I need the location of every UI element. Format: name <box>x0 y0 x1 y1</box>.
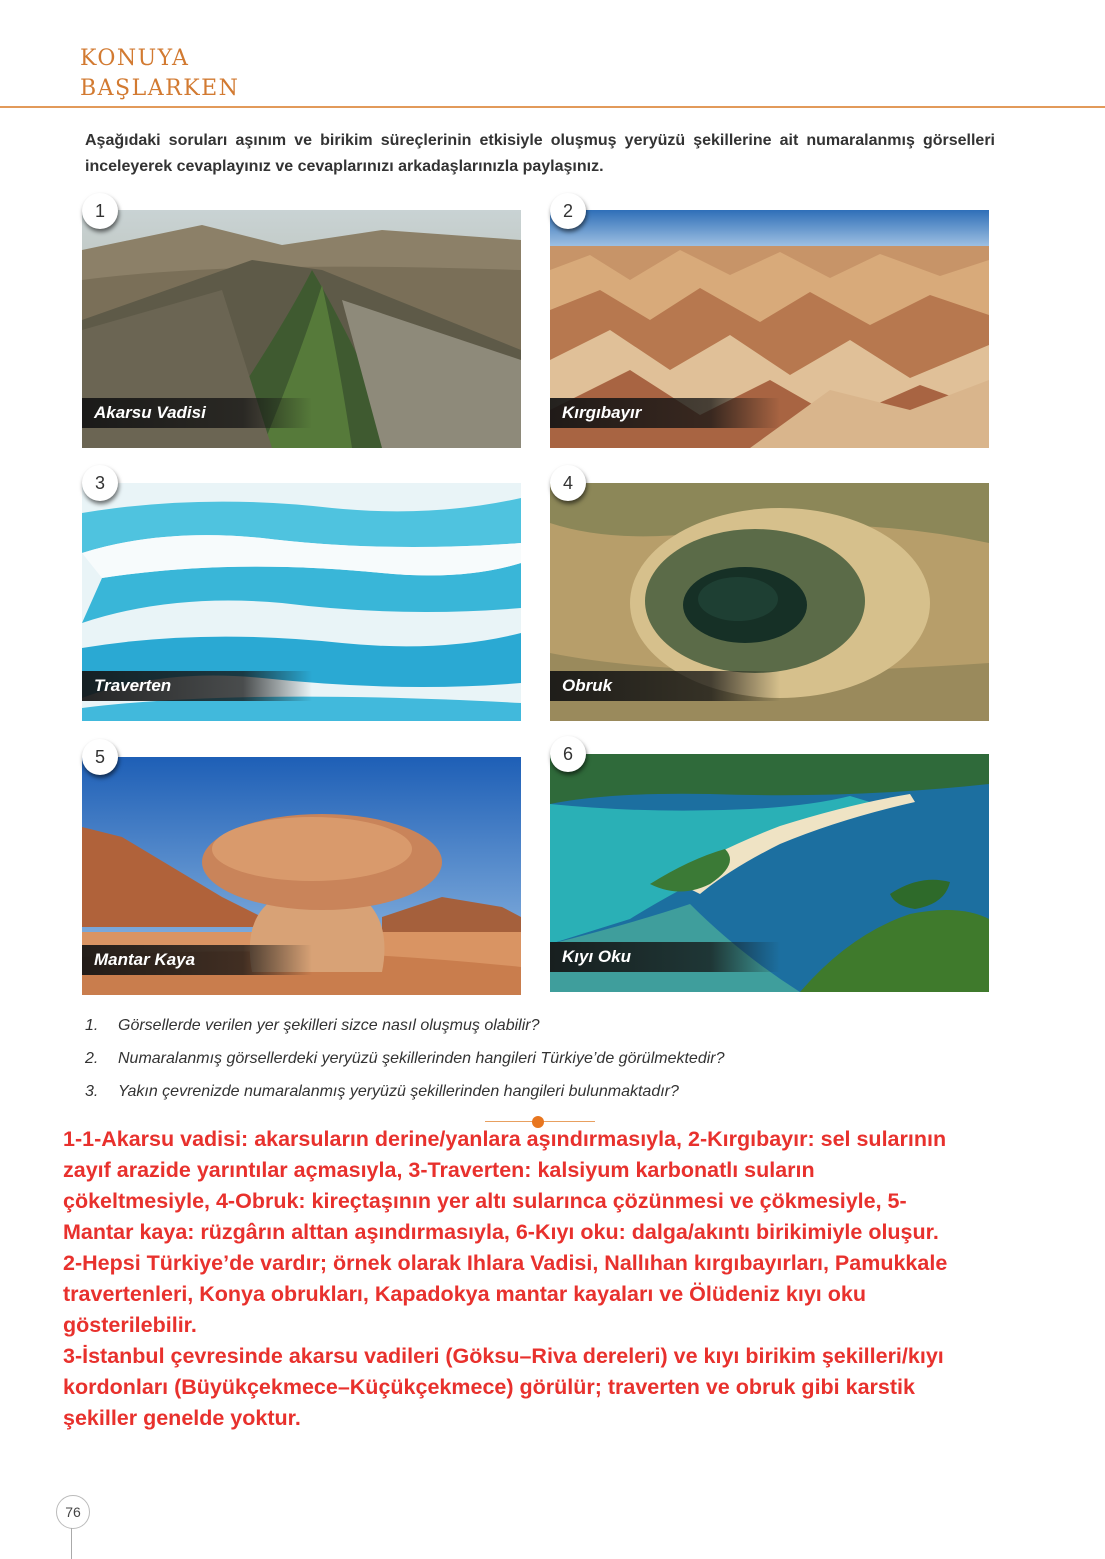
image-spit <box>550 754 989 992</box>
question-item <box>85 1013 985 1046</box>
answer-line: zayıf arazide yarıntılar açmasıyla, 3-Traverten: kalsiyum karbonatlı suların <box>63 1158 815 1182</box>
header-divider <box>0 106 1105 108</box>
caption-mushroom-rock: Mantar Kaya <box>82 945 312 975</box>
page-number: 76 <box>56 1495 90 1529</box>
badge-3: 3 <box>82 465 118 501</box>
image-travertine <box>82 483 521 721</box>
image-valley <box>82 210 521 448</box>
image-sinkhole <box>550 483 989 721</box>
answer-line: gösterilebilir. <box>63 1313 197 1337</box>
badge-2: 2 <box>550 193 586 229</box>
answer-line: travertenleri, Konya obrukları, Kapadokya mantar kayaları ve Ölüdeniz kıyı oku <box>63 1282 866 1306</box>
badge-4: 4 <box>550 465 586 501</box>
page-number-line <box>71 1528 72 1559</box>
question-list <box>85 1013 985 1112</box>
section-title <box>80 44 239 104</box>
caption-travertine: Traverten <box>82 671 312 701</box>
question-number: 3. <box>85 1083 99 1100</box>
answer-line: Mantar kaya: rüzgârın alttan aşındırmasıyla, 6-Kıyı oku: dalga/akıntı birikimiyle oluşur. <box>63 1220 939 1244</box>
question-item <box>85 1079 985 1112</box>
answer-line: 3-İstanbul çevresinde akarsu vadileri (Göksu–Riva dereleri) ve kıyı birikim şekilleri/kıyı <box>63 1344 944 1368</box>
question-text: Numaralanmış görsellerdeki yeryüzü şekillerinden hangileri Türkiye’de görülmektedir? <box>118 1050 725 1067</box>
question-text: Görsellerde verilen yer şekilleri sizce nasıl oluşmuş olabilir? <box>118 1017 540 1034</box>
section-title-line2: BAŞLARKEN <box>80 76 240 101</box>
caption-badlands: Kırgıbayır <box>550 398 780 428</box>
answer-line: 2-Hepsi Türkiye’de vardır; örnek olarak Ihlara Vadisi, Nallıhan kırgıbayırları, Pamukkale <box>63 1251 948 1275</box>
answer-line: şekiller genelde yoktur. <box>63 1406 301 1430</box>
badge-5: 5 <box>82 739 118 775</box>
question-item <box>85 1046 985 1079</box>
intro-text: Aşağıdaki soruları aşınım ve birikim süreçlerinin etkisiyle oluşmuş yeryüzü şekillerine ait numaralanmış görselleri inceleyerek cevaplayınız ve cevaplarınızı arkadaşlarınızla paylaşınız. <box>85 132 995 175</box>
image-badlands <box>550 210 989 448</box>
caption-sinkhole: Obruk <box>550 671 780 701</box>
answer-line: 1-1-Akarsu vadisi: akarsuların derine/yanlara aşındırmasıyla, 2-Kırgıbayır: sel sularının <box>63 1127 947 1151</box>
question-text: Yakın çevrenizde numaralanmış yeryüzü şekillerinden hangileri bulunmaktadır? <box>118 1083 679 1100</box>
badge-6: 6 <box>550 736 586 772</box>
answer-line: kordonları (Büyükçekmece–Küçükçekmece) görülür; traverten ve obruk gibi karstik <box>63 1375 915 1399</box>
caption-valley: Akarsu Vadisi <box>82 398 312 428</box>
answer-line: çökeltmesiyle, 4-Obruk: kireçtaşının yer altı sularınca çözünmesi ve çökmesiyle, 5- <box>63 1189 907 1213</box>
question-number: 1. <box>85 1017 99 1034</box>
badge-1: 1 <box>82 193 118 229</box>
answer-text <box>63 1124 1083 1434</box>
caption-spit: Kıyı Oku <box>550 942 780 972</box>
section-title-line1: KONUYA <box>80 46 190 71</box>
image-mushroom-rock <box>82 757 521 995</box>
question-number: 2. <box>85 1050 99 1067</box>
